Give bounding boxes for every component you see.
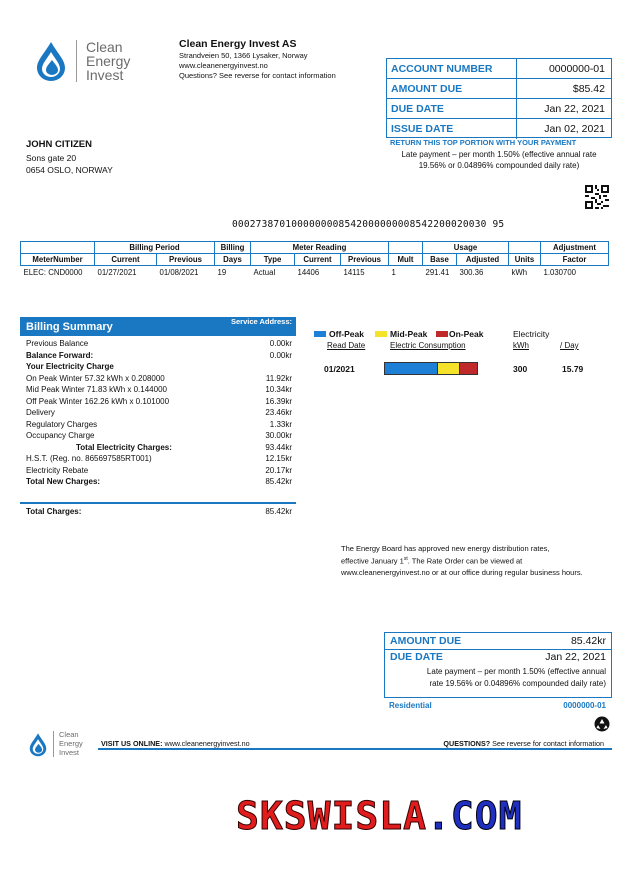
mid-peak-label: Mid-Peak [390, 329, 428, 339]
cell-meter-number: ELEC: CND0000 [23, 268, 83, 277]
col-mult: Mult [389, 254, 423, 266]
footer-logo-line-3: Invest [59, 748, 80, 757]
stub-late-line-2: rate 19.56% or 0.04896% compounded daily rate) [429, 678, 606, 688]
footer-logo-line-2: Energy [59, 739, 83, 748]
usage-bar [384, 362, 478, 375]
footer-visit-url[interactable]: www.cleanenergyinvest.no [164, 739, 250, 748]
meter-table-header-row [21, 254, 609, 266]
billing-row-label: H.S.T. (Reg. no. 865697585RT001) [26, 454, 152, 463]
billing-row-value: 16.39kr [265, 396, 292, 406]
logo-line-1: Clean [86, 39, 123, 55]
billing-row-label: On Peak Winter 57.32 kWh x 0.208000 [26, 373, 165, 383]
billing-row-label: Previous Balance [26, 339, 89, 348]
energy-board-line-3: www.cleanenergyinvest.no or at our office during regular business hours. [341, 567, 583, 577]
read-date-label: Read Date [327, 341, 366, 350]
list-item [26, 362, 292, 374]
logo-divider [76, 40, 77, 82]
cell-base: 291.41 [425, 268, 450, 277]
watermark-part-1: SKSWISLA [236, 794, 428, 838]
billing-row-label: Mid Peak Winter 71.83 kWh x 0.144000 [26, 385, 167, 394]
billing-row-value: 11.92kr [265, 373, 292, 383]
energy-board-note [341, 543, 611, 578]
cell-factor: 1.030700 [543, 268, 577, 277]
off-peak-swatch [314, 331, 326, 337]
customer-name: JOHN CITIZEN [26, 139, 92, 150]
stub-due-date-value: Jan 22, 2021 [545, 651, 606, 663]
late-payment-line-1: Late payment – per month 1.50% (effective annual rate [401, 150, 597, 159]
water-drop-icon [28, 732, 48, 757]
group-usage: Usage [423, 242, 509, 254]
billing-row-label: Delivery [26, 408, 55, 417]
total-charges-label: Total Charges: [26, 507, 82, 516]
col-adjusted: Adjusted [457, 254, 509, 266]
watermark-part-2: .COM [427, 794, 523, 838]
billing-row-label: Occupancy Charge [26, 431, 95, 440]
customer-city: 0654 OSLO, NORWAY [26, 165, 113, 175]
group-blank [21, 242, 95, 254]
cell-previous-reading: 14115 [343, 268, 365, 277]
usage-bar-mid-peak [437, 363, 459, 374]
col-meter-number: MeterNumber [21, 254, 95, 266]
billing-summary-title: Billing Summary [26, 321, 113, 333]
cell-units: kWh [511, 268, 528, 277]
stub-divider [385, 649, 611, 650]
footer-logo [28, 729, 98, 759]
cell-adjusted: 300.36 [459, 268, 484, 277]
billing-row-label: Total Electricity Charges: [76, 442, 172, 452]
return-portion-note: RETURN THIS TOP PORTION WITH YOUR PAYMENT [390, 138, 577, 147]
col-current-reading: Current [295, 254, 341, 266]
meter-table-group-row [21, 242, 609, 254]
group-billing-period: Billing Period [95, 242, 215, 254]
usage-bar-on-peak [459, 363, 477, 374]
billing-row-value: 12.15kr [265, 454, 292, 463]
billing-row-value: 30.00kr [265, 431, 292, 440]
group-blank-mult [389, 242, 423, 254]
issue-date-label: ISSUE DATE [387, 119, 517, 139]
list-item [26, 443, 292, 455]
stub-residential: Residential [389, 701, 432, 710]
list-item [26, 397, 292, 409]
energy-board-line-1: The Energy Board has approved new energy distribution rates, [341, 544, 550, 553]
billing-row-label: Balance Forward: [26, 350, 94, 360]
billing-row-label: Electricity Rebate [26, 465, 89, 475]
usage-per-day-value: 15.79 [562, 364, 584, 374]
total-charges-row [26, 507, 292, 516]
stub-amount-due-value: 85.42kr [570, 635, 606, 647]
company-website[interactable]: www.cleanenergyinvest.no [179, 61, 268, 70]
usage-month: 01/2021 [324, 364, 355, 374]
list-item [26, 454, 292, 466]
energy-board-line-2: effective January 1st. The Rate Order can be viewed at [341, 556, 523, 566]
billing-row-value: 0.00kr [269, 339, 292, 348]
cell-previous-date: 01/08/2021 [159, 268, 199, 277]
stub-late-line-1: Late payment – per month 1.50% (effective annual [426, 667, 606, 676]
group-blank-units [509, 242, 541, 254]
late-payment-line-2: 19.56% or 0.04896% compounded daily rate) [418, 161, 580, 170]
due-date-row [387, 99, 611, 119]
billing-row-label: Total New Charges: [26, 477, 101, 486]
usage-bar-off-peak [385, 363, 437, 374]
footer-logo-divider [53, 731, 54, 757]
customer-street: Sons gate 20 [26, 153, 77, 163]
stub-account-number: 0000000-01 [563, 701, 606, 710]
cell-days: 19 [217, 268, 227, 277]
col-current-date: Current [95, 254, 157, 266]
on-peak-label: On-Peak [449, 329, 484, 339]
billing-row-value: 23.46kr [265, 408, 292, 417]
list-item [26, 466, 292, 478]
logo-line-3: Invest [86, 67, 124, 83]
group-adjustment: Adjustment [541, 242, 609, 254]
billing-summary-header [20, 317, 296, 336]
footer-visit-label: VISIT US ONLINE: [101, 739, 163, 748]
amount-due-value: $85.42 [572, 83, 605, 95]
account-number-value: 0000000-01 [548, 63, 605, 75]
company-logo [34, 38, 144, 84]
col-base: Base [423, 254, 457, 266]
watermark [236, 794, 523, 838]
usage-row [314, 362, 614, 376]
list-item [26, 420, 292, 432]
footer-questions-text: See reverse for contact information [492, 739, 604, 748]
group-meter-reading: Meter Reading [251, 242, 389, 254]
stub-late-note [427, 666, 606, 689]
service-address-label: Service Address: [230, 317, 292, 326]
qr-code [585, 185, 609, 209]
kwh-label: kWh [513, 341, 529, 350]
billing-row-value: 85.42kr [265, 477, 292, 486]
col-units: Units [509, 254, 541, 266]
company-name: Clean Energy Invest AS [179, 38, 297, 50]
footer-questions-label: QUESTIONS? [443, 739, 491, 748]
footer-questions [443, 739, 604, 748]
list-item [26, 339, 292, 351]
issue-date-value: Jan 02, 2021 [544, 123, 605, 135]
cell-current-reading: 14406 [297, 268, 320, 277]
stub-amount-due-label: AMOUNT DUE [390, 635, 462, 647]
billing-row-label: Your Electricity Charge [26, 362, 114, 371]
usage-kwh-value: 300 [513, 364, 528, 374]
list-item [26, 385, 292, 397]
amount-due-row [387, 79, 611, 99]
group-billing: Billing [215, 242, 251, 254]
recycle-icon [594, 716, 610, 732]
billing-row-value: 93.44kr [265, 442, 292, 452]
col-previous-date: Previous [157, 254, 215, 266]
billing-summary-divider [20, 502, 296, 504]
account-number-row [387, 59, 611, 79]
list-item [26, 477, 292, 489]
billing-row-value: 0.00kr [269, 350, 292, 360]
total-charges-value: 85.42kr [265, 507, 292, 516]
col-type: Type [251, 254, 295, 266]
water-drop-icon [34, 40, 68, 82]
on-peak-swatch [436, 331, 448, 337]
electric-consumption-label: Electric Consumption [390, 341, 466, 350]
late-payment-note [386, 149, 612, 171]
billing-row-label: Regulatory Charges [26, 419, 98, 429]
account-number-label: ACCOUNT NUMBER [387, 59, 517, 78]
company-questions: Questions? See reverse for contact information [179, 71, 336, 80]
cell-current-date: 01/27/2021 [97, 268, 137, 277]
col-previous-reading: Previous [341, 254, 389, 266]
billing-row-label: Off Peak Winter 162.26 kWh x 0.101000 [26, 396, 170, 406]
cell-mult: 1 [391, 268, 396, 277]
list-item [26, 408, 292, 420]
billing-row-value: 10.34kr [265, 385, 292, 394]
meter-reading-table [20, 241, 609, 278]
list-item [26, 374, 292, 386]
per-day-label: / Day [560, 341, 579, 350]
footer-visit [101, 739, 250, 748]
issue-date-row [387, 119, 611, 139]
table-row [21, 266, 609, 279]
amount-due-label: AMOUNT DUE [387, 79, 517, 98]
stub-due-date-label: DUE DATE [390, 651, 443, 663]
footer-logo-line-1: Clean [59, 730, 79, 739]
cell-type: Actual [253, 268, 276, 277]
scan-line-number: 0002738701000000008542000000008542200020030 95 [232, 219, 505, 230]
due-date-value: Jan 22, 2021 [544, 103, 605, 115]
payment-stub-box [384, 632, 612, 698]
list-item [26, 431, 292, 443]
list-item [26, 351, 292, 363]
company-address: Strandveien 50, 1366 Lysaker, Norway [179, 51, 308, 60]
account-summary-box [386, 58, 612, 138]
billing-row-value: 20.17kr [265, 465, 292, 475]
logo-line-2: Energy [86, 53, 131, 69]
col-factor: Factor [541, 254, 609, 266]
due-date-label: DUE DATE [387, 99, 517, 118]
footer-rule [98, 748, 612, 750]
off-peak-label: Off-Peak [329, 329, 364, 339]
mid-peak-swatch [375, 331, 387, 337]
billing-row-value: 1.33kr [269, 419, 292, 429]
col-days: Days [215, 254, 251, 266]
electricity-label: Electricity [513, 329, 550, 339]
